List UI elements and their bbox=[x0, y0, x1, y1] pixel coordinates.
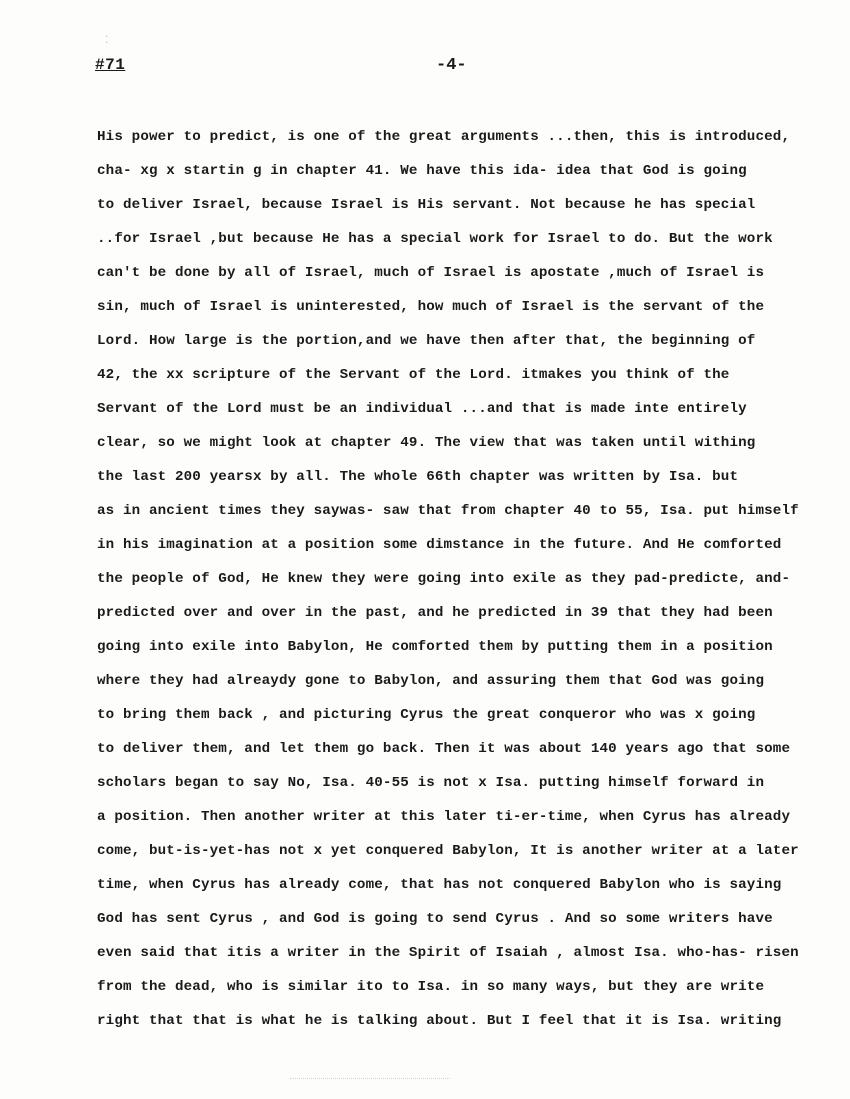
page-marker: -4- bbox=[436, 56, 467, 75]
text-line: from the dead, who is similar ito to Isa. in so many ways, but they are write bbox=[97, 979, 765, 995]
text-line: can't be done by all of Israel, much of Israel is apostate ,much of Israel is bbox=[97, 265, 765, 281]
text-line: Servant of the Lord must be an individual ...and that is made inte entirely bbox=[97, 401, 747, 417]
text-line: God has sent Cyrus , and God is going to send Cyrus . And so some writers have bbox=[97, 911, 773, 927]
text-line: cha- xg x startin g in chapter 41. We have this ida- idea that God is going bbox=[97, 163, 747, 179]
text-line: come, but-is-yet-has not x yet conquered Babylon, It is another writer at a later bbox=[97, 843, 799, 859]
text-line: in his imagination at a position some dimstance in the future. And He comforted bbox=[97, 537, 782, 553]
text-line: to bring them back , and picturing Cyrus the great conqueror who was x going bbox=[97, 707, 756, 723]
text-line: going into exile into Babylon, He comforted them by putting them in a position bbox=[97, 639, 773, 655]
text-line: ..for Israel ,but because He has a special work for Israel to do. But the work bbox=[97, 231, 773, 247]
text-line: Lord. How large is the portion,and we have then after that, the beginning of bbox=[97, 333, 756, 349]
text-line: even said that itis a writer in the Spirit of Isaiah , almost Isa. who-has- risen bbox=[97, 945, 799, 961]
text-line: time, when Cyrus has already come, that has not conquered Babylon who is saying bbox=[97, 877, 782, 893]
text-line: His power to predict, is one of the great arguments ...then, this is introduced, bbox=[97, 129, 791, 145]
text-line: a position. Then another writer at this later ti-er-time, when Cyrus has already bbox=[97, 809, 791, 825]
body-text bbox=[97, 124, 799, 1042]
text-line: the people of God, He knew they were going into exile as they pad-predicte, and- bbox=[97, 571, 791, 587]
text-line: clear, so we might look at chapter 49. The view that was taken until withing bbox=[97, 435, 756, 451]
text-line: where they had alreaydy gone to Babylon, and assuring them that God was going bbox=[97, 673, 765, 689]
text-line: the last 200 yearsx by all. The whole 66th chapter was written by Isa. but bbox=[97, 469, 739, 485]
page-number: #71 bbox=[95, 56, 126, 74]
text-line: sin, much of Israel is uninterested, how much of Israel is the servant of the bbox=[97, 299, 765, 315]
text-line: 42, the xx scripture of the Servant of the Lord. itmakes you think of the bbox=[97, 367, 730, 383]
text-line: to deliver them, and let them go back. Then it was about 140 years ago that some bbox=[97, 741, 791, 757]
text-line: to deliver Israel, because Israel is His servant. Not because he has special bbox=[97, 197, 756, 213]
text-line: right that that is what he is talking about. But I feel that it is Isa. writing bbox=[97, 1013, 782, 1029]
text-line: predicted over and over in the past, and he predicted in 39 that they had been bbox=[97, 605, 773, 621]
faint-bleed-through bbox=[290, 1078, 450, 1087]
text-line: as in ancient times they saywas- saw that from chapter 40 to 55, Isa. put himself bbox=[97, 503, 799, 519]
ink-smudge: · · bbox=[104, 32, 110, 48]
text-line: scholars began to say No, Isa. 40-55 is not x Isa. putting himself forward in bbox=[97, 775, 765, 791]
